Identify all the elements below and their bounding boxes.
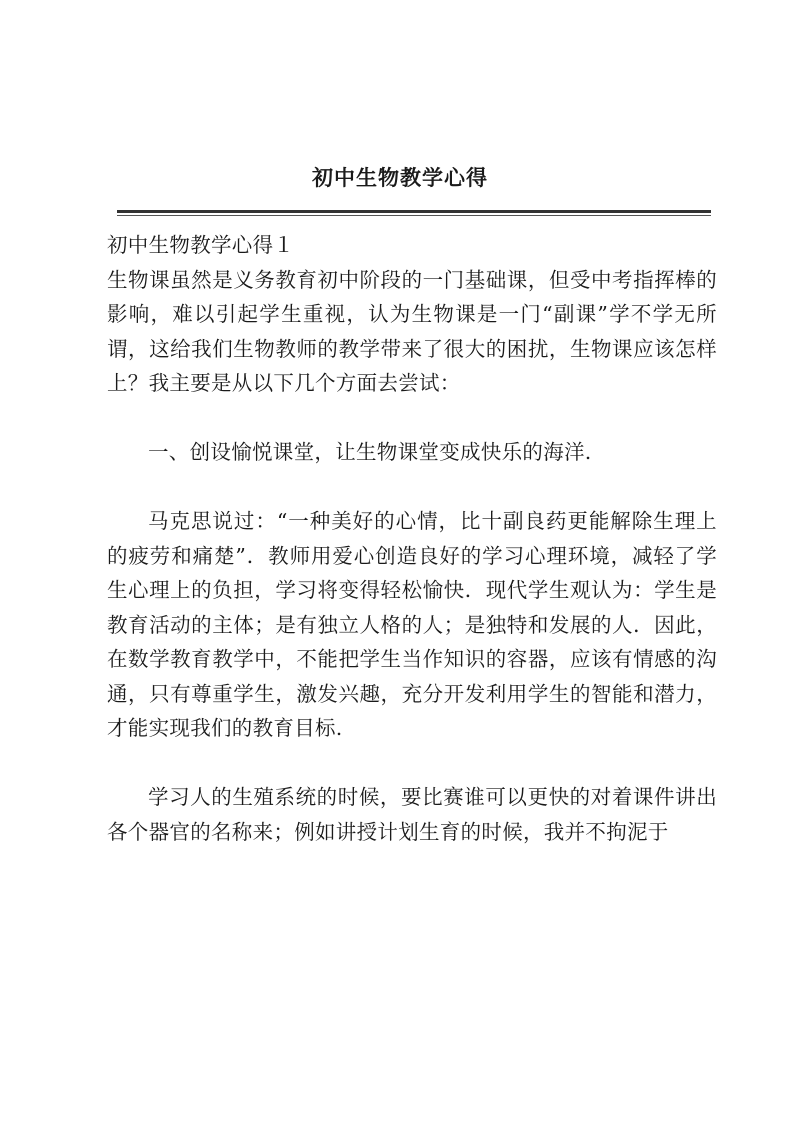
document-body	[107, 228, 717, 849]
title-divider-thin	[117, 215, 711, 216]
title-divider-thick	[117, 210, 711, 213]
paragraph-point-one: 一、创设愉悦课堂，让生物课堂变成快乐的海洋.	[148, 440, 592, 464]
paragraph-spacer	[107, 470, 717, 505]
paragraph-marx-quote: 马克思说过：“一种美好的心情，比十副良药更能解除生理上的疲劳和痛楚”．教师用爱心创造良好的学习心理环境，减轻了学生心理上的负担，学习将变得轻松愉快．现代学生观认为：学生是教育活动的主体；是有独立人格的人；是独特和发展的人．因此，在数学教育教学中，不能把学生当作知识的容器，应该有情感的沟通，只有尊重学生，激发兴趣，充分开发利用学生的智能和潜力，才能实现我们的教育目标.	[107, 509, 717, 740]
section-heading: 初中生物教学心得１	[107, 233, 295, 257]
paragraph-spacer	[107, 401, 717, 436]
paragraph-intro: 生物课虽然是义务教育初中阶段的一门基础课，但受中考指挥棒的影响，难以引起学生重视，认为生物课是一门“副课”学不学无所谓，这给我们生物教师的教学带来了很大的困扰，生物课应该怎样上？我主要是从以下几个方面去尝试：	[107, 267, 717, 395]
document-title: 初中生物教学心得	[312, 165, 488, 190]
paragraph-spacer	[107, 746, 717, 781]
paragraph-reproductive-system: 学习人的生殖系统的时候，要比赛谁可以更快的对着课件讲出各个器官的名称来；例如讲授计划生育的时候，我并不拘泥于	[107, 785, 717, 844]
